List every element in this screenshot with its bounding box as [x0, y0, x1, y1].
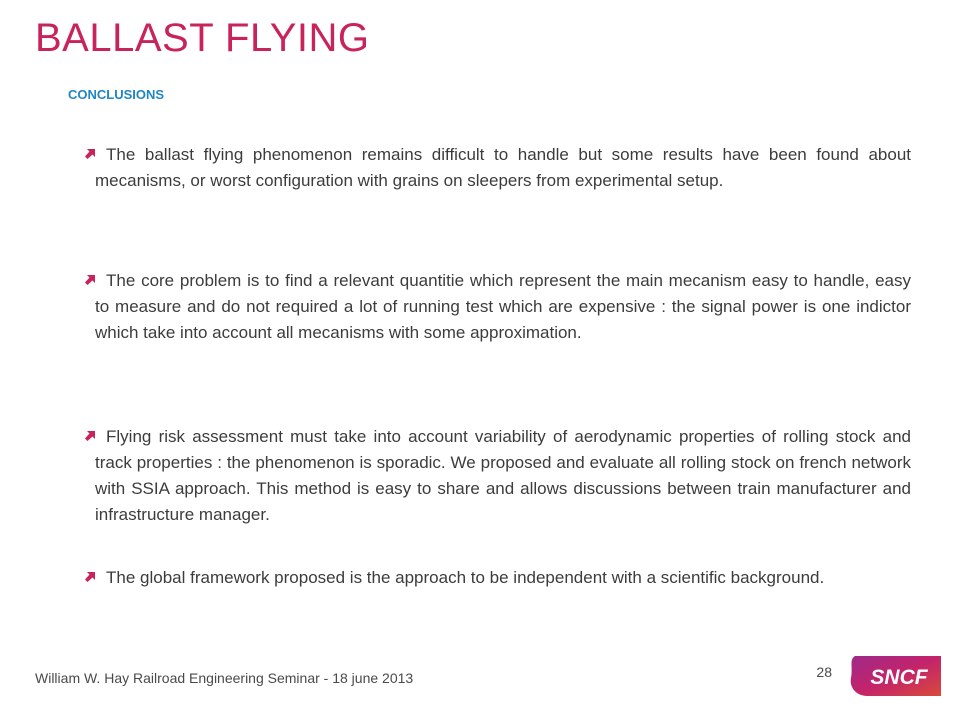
arrow-up-right-icon	[85, 149, 95, 159]
bullet-text: The ballast flying phenomenon remains difficult to handle but some results have been found about mecanisms, or worst configuration with grains on sleepers from experimental setup.	[95, 145, 911, 190]
arrow-up-right-icon	[85, 572, 95, 582]
bullet-text: Flying risk assessment must take into account variability of aerodynamic properties of rolling stock and track properties : the phenomenon is sporadic. We proposed and evaluate all rolling stock on french network with SSIA approach. This method is easy to share and allows discussions between train manufacturer and infrastructure manager.	[95, 427, 911, 524]
page-number: 28	[816, 664, 832, 680]
bullet-text: The global framework proposed is the approach to be independent with a scientific background.	[106, 568, 825, 587]
bullet-item-1	[95, 142, 911, 194]
arrow-up-right-icon	[85, 275, 95, 285]
logo-text: SNCF	[870, 666, 928, 689]
slide-subtitle: CONCLUSIONS	[68, 87, 165, 102]
bullet-text: The core problem is to find a relevant quantitie which represent the main mecanism easy to handle, easy to measure and do not required a lot of running test which are expensive : the signal power is one indictor which take into account all mecanisms with some approximation.	[95, 271, 911, 342]
slide-title: BALLAST FLYING	[35, 16, 370, 60]
arrow-up-right-icon	[85, 431, 95, 441]
bullet-item-2	[95, 268, 911, 346]
bullet-item-3	[95, 424, 911, 528]
sncf-logo-icon	[849, 656, 941, 696]
footer-seminar-text: William W. Hay Railroad Engineering Seminar - 18 june 2013	[35, 670, 414, 686]
bullet-item-4	[95, 565, 911, 591]
